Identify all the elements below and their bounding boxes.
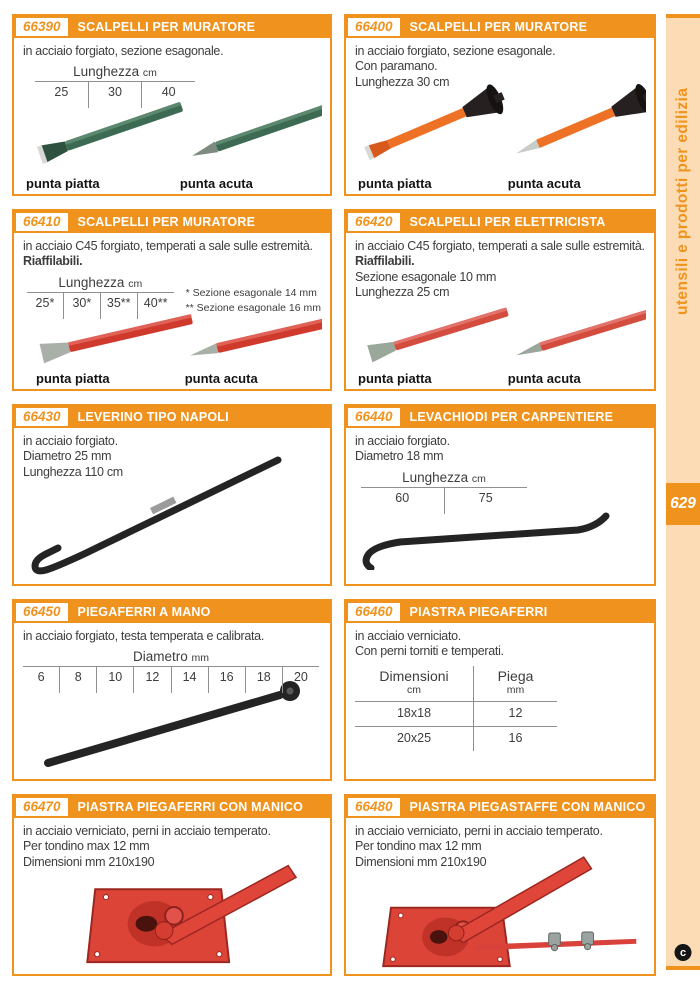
caption-punta-acuta: punta acuta — [507, 176, 581, 191]
caption-punta-piatta: punta piatta — [358, 371, 432, 386]
caption-punta-piatta: punta piatta — [36, 371, 110, 386]
product-card-66440 — [344, 404, 656, 586]
product-description: in acciaio forgiato, testa temperata e calibrata. — [23, 629, 264, 643]
product-title: LEVERINO TIPO NAPOLI — [77, 410, 229, 424]
caption-punta-piatta: punta piatta — [358, 176, 432, 191]
product-description: in acciaio forgiato, sezione esagonale. Con paramano. Lunghezza 30 cm — [355, 44, 556, 89]
product-title: LEVACHIODI PER CARPENTIERE — [409, 410, 614, 424]
product-title: PIASTRA PIEGAFERRI CON MANICO — [77, 800, 304, 814]
caption-punta-acuta: punta acuta — [184, 371, 258, 386]
product-description: in acciaio C45 forgiato, temperati a sale sulle estremità. Riaffilabili. Sezione esagonale 10 mm Lunghezza 25 cm — [355, 239, 645, 299]
product-title: PIEGAFERRI A MANO — [77, 605, 211, 619]
product-card-66410 — [12, 209, 332, 391]
product-image-orange-chisels-guard — [354, 80, 646, 172]
product-header — [14, 16, 330, 38]
length-table: Lunghezza cm 25* 30* 35** 40** — [27, 275, 174, 319]
product-card-66430 — [12, 404, 332, 586]
product-description: in acciaio verniciato, perni in acciaio temperato. Per tondino max 12 mm Dimensioni mm 210x190 — [355, 824, 603, 869]
product-code: 66430 — [16, 408, 68, 426]
product-description: in acciaio verniciato, perni in acciaio temperato. Per tondino max 12 mm Dimensioni mm 210x190 — [23, 824, 271, 869]
product-description: in acciaio forgiato. Diametro 25 mm Lunghezza 110 cm — [23, 434, 123, 479]
product-code: 66410 — [16, 213, 68, 231]
product-description: in acciaio forgiato. Diametro 18 mm — [355, 434, 450, 464]
spec-table: Dimensioni cm Piega mm 18x18 12 20x25 16 — [355, 666, 645, 751]
product-header — [346, 406, 654, 428]
product-title: SCALPELLI PER MURATORE — [409, 20, 588, 34]
sidebar-bottom-rule — [666, 966, 700, 970]
product-header — [346, 16, 654, 38]
caption-punta-acuta: punta acuta — [507, 371, 581, 386]
product-code: 66420 — [348, 213, 400, 231]
product-header — [14, 796, 330, 818]
length-table: Lunghezza cm 25 30 40 — [35, 64, 195, 108]
product-card-66400 — [344, 14, 656, 196]
product-card-66450 — [12, 599, 332, 781]
product-card-66390 — [12, 14, 332, 196]
product-code: 66390 — [16, 18, 68, 36]
length-table: Lunghezza cm 60 75 — [361, 470, 527, 514]
table-footnotes: * Sezione esagonale 14 mm ** Sezione esagonale 16 mm — [185, 286, 321, 314]
product-code: 66460 — [348, 603, 400, 621]
product-code: 66470 — [16, 798, 68, 816]
product-header — [14, 211, 330, 233]
publisher-logo-icon: c — [675, 944, 692, 961]
product-title: SCALPELLI PER MURATORE — [77, 20, 256, 34]
sidebar-category-label: utensili e prodotti per edilizia — [674, 87, 691, 315]
product-header — [346, 211, 654, 233]
product-header — [346, 796, 654, 818]
product-grid — [12, 14, 656, 976]
product-code: 66400 — [348, 18, 400, 36]
caption-punta-acuta: punta acuta — [179, 176, 253, 191]
product-code: 66450 — [16, 603, 68, 621]
product-code: 66480 — [348, 798, 400, 816]
caption-punta-piatta: punta piatta — [26, 176, 100, 191]
product-title: SCALPELLI PER MURATORE — [77, 215, 256, 229]
product-card-66420 — [344, 209, 656, 391]
product-header — [346, 601, 654, 623]
page-number-badge: 629 — [666, 483, 700, 525]
diameter-table: Diametro mm 6 8 10 12 14 16 18 20 — [23, 649, 319, 693]
product-title: PIASTRA PIEGAFERRI — [409, 605, 548, 619]
product-description: in acciaio forgiato, sezione esagonale. — [23, 44, 224, 58]
product-description: in acciaio C45 forgiato, temperati a sale sulle estremità. Riaffilabili. — [23, 239, 313, 269]
product-card-66470 — [12, 794, 332, 976]
product-image-red-chisels — [354, 305, 646, 369]
product-description: in acciaio verniciato. Con perni torniti e temperati. — [355, 629, 504, 659]
product-title: SCALPELLI PER ELETTRICISTA — [409, 215, 606, 229]
product-title: PIASTRA PIEGASTAFFE CON MANICO — [409, 800, 646, 814]
product-card-66460 — [344, 599, 656, 781]
product-card-66480 — [344, 794, 656, 976]
product-code: 66440 — [348, 408, 400, 426]
product-header — [14, 406, 330, 428]
product-header — [14, 601, 330, 623]
sidebar — [666, 14, 700, 970]
